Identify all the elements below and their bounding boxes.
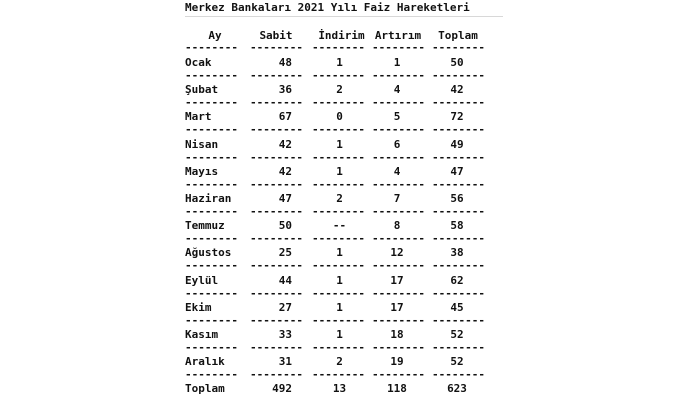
table-cell-toplam: 38: [450, 246, 464, 259]
header-separator: --------: [432, 41, 485, 54]
row-separator: --------: [185, 205, 238, 218]
table-cell-indirim: 2: [336, 355, 343, 368]
table-cell-artirim: 8: [393, 219, 401, 232]
row-separator: --------: [250, 341, 303, 354]
table-cell-ay: Aralık: [185, 355, 225, 368]
total-cell-indirim: 13: [332, 382, 347, 395]
row-separator: --------: [312, 287, 365, 300]
table-cell-ay: Temmuz: [185, 219, 225, 232]
column-header-artirim: Artırım: [374, 29, 422, 42]
table-cell-ay: Ekim: [185, 301, 212, 314]
row-separator: --------: [185, 123, 238, 136]
table-cell-indirim: 1: [336, 274, 343, 287]
table-cell-toplam: 52: [450, 328, 464, 341]
title-divider: [185, 16, 503, 17]
table-cell-ay: Haziran: [185, 192, 232, 205]
table-cell-sabit: 44: [278, 274, 292, 287]
table-cell-sabit: 67: [278, 110, 292, 123]
row-separator: --------: [185, 314, 238, 327]
row-separator: --------: [372, 368, 425, 381]
table-cell-sabit: 48: [278, 56, 292, 69]
column-header-indirim: İndirim: [318, 29, 365, 42]
table-cell-sabit: 33: [278, 328, 292, 341]
header-separator: --------: [250, 41, 303, 54]
table-cell-indirim: 1: [336, 138, 343, 151]
table-cell-indirim: 2: [336, 192, 343, 205]
table-cell-artirim: 5: [393, 110, 401, 123]
row-separator: --------: [185, 96, 238, 109]
table-cell-indirim: 1: [336, 165, 343, 178]
row-separator: --------: [372, 69, 425, 82]
row-separator: --------: [312, 178, 365, 191]
total-cell-sabit: 492: [272, 382, 292, 395]
row-separator: --------: [312, 151, 365, 164]
row-separator: --------: [372, 232, 425, 245]
row-separator: --------: [372, 259, 425, 272]
row-separator: --------: [312, 232, 365, 245]
row-separator: --------: [250, 205, 303, 218]
row-separator: --------: [250, 178, 303, 191]
total-cell-artirim: 118: [387, 382, 407, 395]
table-cell-sabit: 31: [278, 355, 292, 368]
table-cell-artirim: 4: [393, 165, 401, 178]
table-cell-ay: Ocak: [185, 56, 212, 69]
row-separator: --------: [432, 287, 485, 300]
table-cell-toplam: 42: [450, 83, 464, 96]
table-cell-ay: Şubat: [185, 83, 219, 96]
header-separator: --------: [185, 41, 238, 54]
row-separator: --------: [312, 259, 365, 272]
table-cell-sabit: 42: [278, 165, 292, 178]
row-separator: --------: [185, 69, 238, 82]
table-cell-toplam: 62: [450, 274, 464, 287]
row-separator: --------: [185, 178, 238, 191]
row-separator: --------: [185, 259, 238, 272]
row-separator: --------: [432, 123, 485, 136]
row-separator: --------: [372, 178, 425, 191]
table-cell-artirim: 1: [393, 56, 401, 69]
row-separator: --------: [250, 314, 303, 327]
table-cell-artirim: 17: [390, 274, 404, 287]
row-separator: --------: [250, 368, 303, 381]
header-separator: --------: [372, 41, 425, 54]
row-separator: --------: [372, 287, 425, 300]
table-cell-artirim: 17: [390, 301, 404, 314]
header-separator: --------: [312, 41, 365, 54]
table-cell-toplam: 56: [450, 192, 464, 205]
row-separator: --------: [432, 341, 485, 354]
row-separator: --------: [432, 259, 485, 272]
row-separator: --------: [372, 341, 425, 354]
table-cell-sabit: 50: [278, 219, 292, 232]
table-cell-indirim: 2: [336, 83, 343, 96]
table-cell-indirim: 1: [336, 246, 343, 259]
row-separator: --------: [185, 368, 238, 381]
table-cell-artirim: 7: [393, 192, 401, 205]
row-separator: --------: [372, 96, 425, 109]
table-cell-ay: Ağustos: [185, 246, 232, 259]
page-title: Merkez Bankaları 2021 Yılı Faiz Hareketleri: [185, 1, 470, 14]
row-separator: --------: [432, 205, 485, 218]
total-cell-toplam: 623: [447, 382, 467, 395]
row-separator: --------: [312, 341, 365, 354]
row-separator: --------: [185, 287, 238, 300]
total-cell-ay: Toplam: [185, 382, 225, 395]
table-cell-toplam: 52: [450, 355, 464, 368]
row-separator: --------: [432, 69, 485, 82]
table-cell-ay: Kasım: [185, 328, 219, 341]
table-cell-indirim: 0: [336, 110, 343, 123]
column-header-sabit: Sabit: [259, 29, 293, 42]
table-cell-indirim: 1: [336, 56, 343, 69]
row-separator: --------: [312, 96, 365, 109]
table-cell-toplam: 49: [450, 138, 464, 151]
table-cell-ay: Eylül: [185, 274, 219, 287]
row-separator: --------: [312, 123, 365, 136]
row-separator: --------: [250, 259, 303, 272]
table-cell-artirim: 6: [393, 138, 401, 151]
row-separator: --------: [250, 151, 303, 164]
table-cell-toplam: 72: [450, 110, 464, 123]
table-cell-sabit: 42: [278, 138, 292, 151]
row-separator: --------: [372, 151, 425, 164]
row-separator: --------: [432, 151, 485, 164]
row-separator: --------: [250, 69, 303, 82]
table-cell-ay: Mart: [185, 110, 212, 123]
table-cell-indirim: 1: [336, 301, 343, 314]
table-cell-artirim: 4: [393, 83, 401, 96]
table-cell-ay: Mayıs: [185, 165, 219, 178]
table-cell-toplam: 58: [450, 219, 464, 232]
table-cell-indirim: --: [332, 219, 347, 232]
table-cell-toplam: 50: [450, 56, 464, 69]
row-separator: --------: [432, 178, 485, 191]
row-separator: --------: [432, 96, 485, 109]
column-header-ay: Ay: [208, 29, 222, 42]
row-separator: --------: [312, 314, 365, 327]
row-separator: --------: [250, 123, 303, 136]
table-cell-artirim: 19: [390, 355, 404, 368]
table-cell-sabit: 27: [278, 301, 292, 314]
row-separator: --------: [185, 232, 238, 245]
row-separator: --------: [372, 314, 425, 327]
row-separator: --------: [312, 368, 365, 381]
table-cell-toplam: 45: [450, 301, 464, 314]
row-separator: --------: [250, 287, 303, 300]
table-cell-indirim: 1: [336, 328, 343, 341]
row-separator: --------: [250, 96, 303, 109]
row-separator: --------: [312, 69, 365, 82]
row-separator: --------: [312, 205, 365, 218]
row-separator: --------: [185, 151, 238, 164]
row-separator: --------: [372, 123, 425, 136]
row-separator: --------: [185, 341, 238, 354]
table-cell-artirim: 18: [390, 328, 404, 341]
table-cell-sabit: 47: [278, 192, 292, 205]
table-cell-artirim: 12: [390, 246, 404, 259]
row-separator: --------: [432, 314, 485, 327]
table-cell-sabit: 36: [278, 83, 292, 96]
row-separator: --------: [372, 205, 425, 218]
column-header-toplam: Toplam: [438, 29, 478, 42]
table-cell-toplam: 47: [450, 165, 464, 178]
row-separator: --------: [432, 368, 485, 381]
table-cell-sabit: 25: [278, 246, 292, 259]
table-cell-ay: Nisan: [185, 138, 219, 151]
row-separator: --------: [432, 232, 485, 245]
row-separator: --------: [250, 232, 303, 245]
